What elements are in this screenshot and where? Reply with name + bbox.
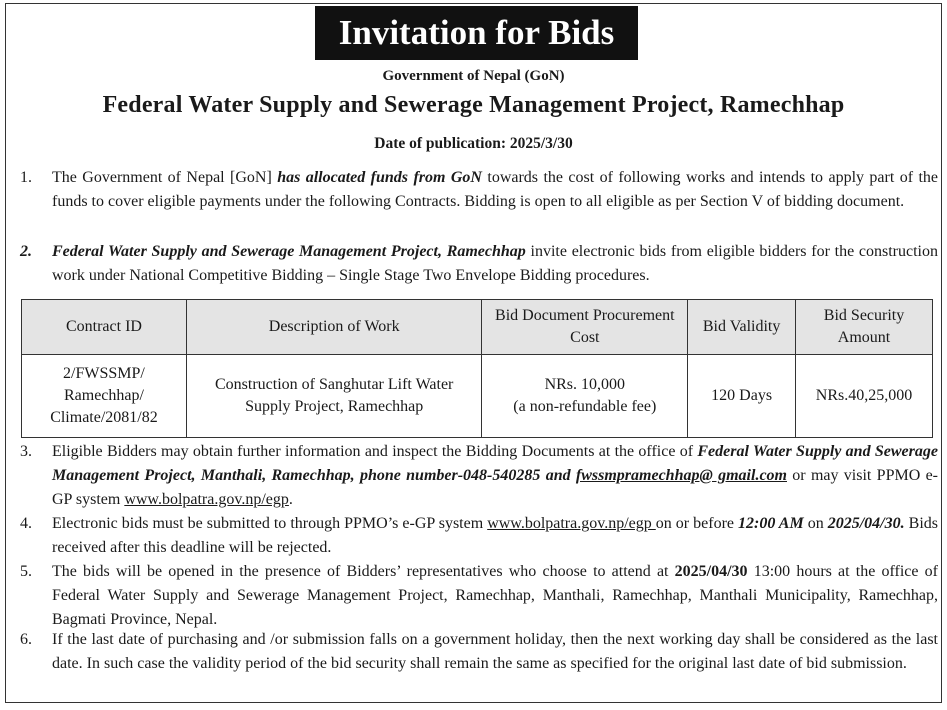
clause-2 — [20, 240, 938, 288]
security-cell: NRs.40,25,000 — [796, 355, 933, 438]
clause-text — [52, 240, 938, 288]
opening-date: 2025/04/30 — [674, 563, 748, 580]
egp-link[interactable]: www.bolpatra.gov.np/egp — [124, 491, 289, 508]
deadline-date: 2025/04/30. — [827, 515, 905, 532]
email-link[interactable]: fwssmpramechhap@ gmail.com — [575, 467, 787, 484]
clause-number: 6. — [20, 631, 32, 648]
clause-number: 5. — [20, 563, 32, 580]
column-header: Bid Validity — [688, 300, 796, 355]
clause-text: If the last date of purchasing and /or submission falls on a government holiday, then the next working day shall be considered as the last date. In such case the validity period of the bid security shall remain the same as specified for the original last date of bid submission. — [52, 631, 938, 672]
clause-1 — [20, 166, 938, 214]
table-row — [22, 355, 933, 438]
table-header-row — [22, 300, 933, 355]
clause-text — [52, 166, 938, 214]
egp-link[interactable]: www.bolpatra.gov.np/egp — [487, 515, 656, 532]
clause-number: 3. — [20, 443, 32, 460]
text-run: . — [288, 491, 293, 508]
text-run: invite electronic bids from eligible bidders for the construction work under National Competitive Bidding – Single Stage Two Envelope Bidding procedures. — [52, 243, 938, 284]
validity-cell: 120 Days — [688, 355, 796, 438]
text-run: on — [803, 515, 828, 532]
text-run: Electronic bids must be submitted to through PPMO’s e-GP system — [52, 515, 488, 532]
clause-text — [52, 560, 938, 632]
clause-text — [52, 512, 938, 560]
clause-5 — [20, 560, 938, 632]
text-run: Bids received after this deadline will be rejected. — [52, 515, 938, 556]
column-header: Bid Security Amount — [796, 300, 933, 355]
project-name: Federal Water Supply and Sewerage Management Project, Ramechhap — [102, 92, 845, 118]
description-cell: Construction of Sanghutar Lift Water Supply Project, Ramechhap — [186, 355, 482, 438]
notice-title: Invitation for Bids — [315, 6, 638, 60]
column-header: Description of Work — [186, 300, 482, 355]
text-run: on or before — [655, 515, 739, 532]
column-header: Contract ID — [22, 300, 187, 355]
government-label: Government of Nepal (GoN) — [382, 68, 565, 84]
deadline-time: 12:00 AM — [738, 515, 804, 532]
column-header: Bid Document Procurement Cost — [482, 300, 688, 355]
cost-note: (a non-refundable fee) — [513, 398, 657, 415]
clause-number: 1. — [20, 169, 32, 186]
clause-text — [52, 440, 938, 512]
cost-cell — [482, 355, 688, 438]
emphasis-text: Federal Water Supply and Sewerage Management Project, Manthali, Ramechhap, phone number-048-540285 and — [52, 443, 938, 484]
text-run: The bids will be opened in the presence of Bidders’ representatives who choose to attend at — [52, 563, 675, 580]
cost-amount: NRs. 10,000 — [544, 376, 626, 393]
text-run: towards the cost of following works and intends to apply part of the funds to cover eligible payments under the following Contracts. Bidding is open to all eligible as per Section V of bidding document. — [52, 169, 938, 210]
clause-number: 4. — [20, 515, 32, 532]
notice-page — [5, 3, 942, 703]
clause-4 — [20, 512, 938, 560]
clause-number: 2. — [20, 243, 32, 260]
text-run: Eligible Bidders may obtain further information and inspect the Bidding Documents at the office of — [52, 443, 698, 460]
clause-3 — [20, 440, 938, 512]
publication-date: Date of publication: 2025/3/30 — [374, 135, 573, 152]
emphasis-text: has allocated funds from GoN — [277, 169, 482, 186]
emphasis-text: Federal Water Supply and Sewerage Management Project, Ramechhap — [52, 243, 526, 260]
contract-id-cell: 2/FWSSMP/ Ramechhap/ Climate/2081/82 — [22, 355, 187, 438]
contract-table — [21, 299, 933, 438]
text-run: or may visit PPMO e-GP system — [52, 467, 938, 508]
clause-6 — [20, 628, 938, 676]
text-run: The Government of Nepal [GoN] — [52, 169, 278, 186]
text-run: 13:00 hours at the office of Federal Water Supply and Sewerage Management Project, Ramechhap, Manthali, Ramechhap, Manthali Municipality, Ramechhap, Bagmati Province, Nepal. — [52, 563, 938, 628]
